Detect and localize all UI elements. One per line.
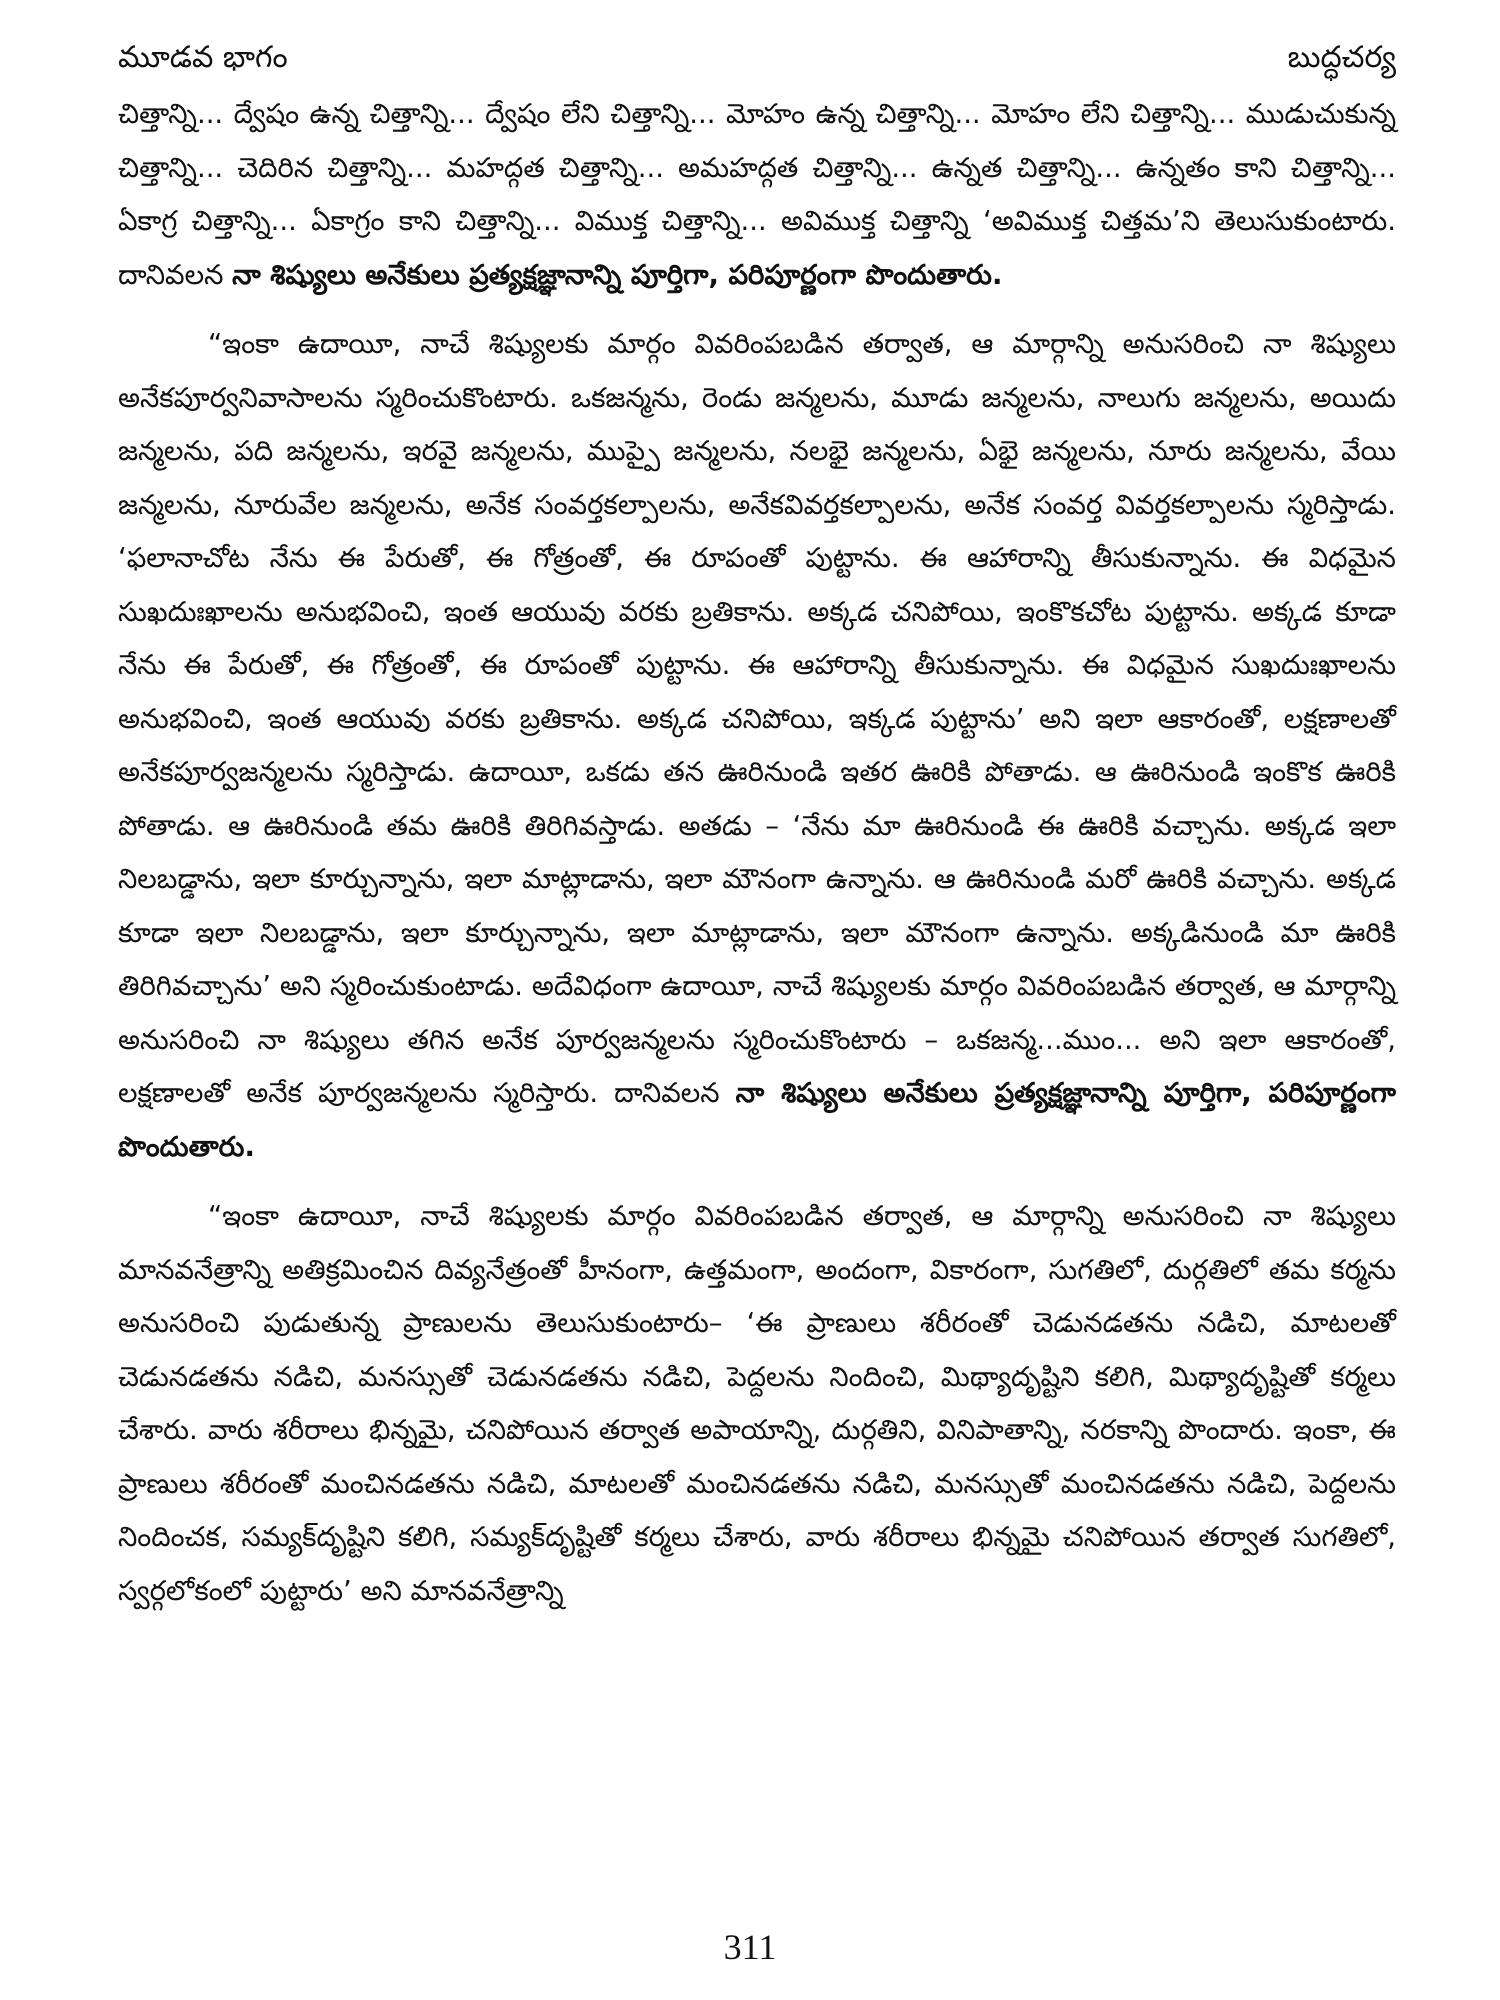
paragraph-1-text: చిత్తాన్ని... ద్వేషం ఉన్న చిత్తాన్ని... ద్వేషం లేని చిత్తాన్ని... మోహం ఉన్న చిత్తాన్ని... మోహం లేని చిత్తాన్ని... ముడుచుకున్న చిత్తాన్ని... చెదిరిన చిత్తాన్ని... మహద్గత చిత్తాన్ని... అమహద్గత చిత్తాన్ని... ఉన్నత చిత్తాన్ని... ఉన్నతం కాని చిత్తాన్ని... ఏకాగ్ర చిత్తాన్ని... ఏకాగ్రం కాని చిత్తాన్ని... విముక్త చిత్తాన్ని... అవిముక్త చిత్తాన్ని ‘అవిముక్త చిత్తమ’ని తెలుసుకుంటారు. దానివలన xyxy=(118,98,1396,291)
page-number: 311 xyxy=(723,1927,777,1967)
running-header xyxy=(118,34,1396,82)
paragraph-2-text: “ఇంకా ఉదాయీ, నాచే శిష్యులకు మార్గం వివరింపబడిన తర్వాత, ఆ మార్గాన్ని అనుసరించి నా శిష్యులు అనేకపూర్వనివాసాలను స్మరించుకొంటారు. ఒకజన్మను, రెండు జన్మలను, మూడు జన్మలను, నాలుగు జన్మలను, అయిదు జన్మలను, పది జన్మలను, ఇరవై జన్మలను, ముప్పై జన్మలను, నలభై జన్మలను, ఏభై జన్మలను, నూరు జన్మలను, వేయి జన్మలను, నూరువేల జన్మలను, అనేక సంవర్తకల్పాలను, అనేకవివర్తకల్పాలను, అనేక సంవర్త వివర్తకల్పాలను స్మరిస్తాడు. ‘ఫలానాచోట నేను ఈ పేరుతో, ఈ గోత్రంతో, ఈ రూపంతో పుట్టాను. ఈ ఆహారాన్ని తీసుకున్నాను. ఈ విధమైన సుఖదుఃఖాలను అనుభవించి, ఇంత ఆయువు వరకు బ్రతికాను. అక్కడ చనిపోయి, ఇంకొకచోట పుట్టాను. అక్కడ కూడా నేను ఈ పేరుతో, ఈ గోత్రంతో, ఈ రూపంతో పుట్టాను. ఈ ఆహారాన్ని తీసుకున్నాను. ఈ విధమైన సుఖదుఃఖాలను అనుభవించి, ఇంత ఆయువు వరకు బ్రతికాను. అక్కడ చనిపోయి, ఇక్కడ పుట్టాను’ అని ఇలా ఆకారంతో, లక్షణాలతో అనేకపూర్వజన్మలను స్మరిస్తాడు. ఉదాయీ, ఒకడు తన ఊరినుండి ఇతర ఊరికి పోతాడు. ఆ ఊరినుండి ఇంకొక ఊరికి పోతాడు. ఆ ఊరినుండి తమ ఊరికి తిరిగివస్తాడు. అతడు – ‘నేను మా ఊరినుండి ఈ ఊరికి వచ్చాను. అక్కడ ఇలా నిలబడ్డాను, ఇలా కూర్చున్నాను, ఇలా మాట్లాడాను, ఇలా మౌనంగా ఉన్నాను. ఆ ఊరినుండి మరో ఊరికి వచ్చాను. అక్కడ కూడా ఇలా నిలబడ్డాను, ఇలా కూర్చున్నాను, ఇలా మాట్లాడాను, ఇలా మౌనంగా ఉన్నాను. అక్కడినుండి మా ఊరికి తిరిగివచ్చాను’ అని స్మరించుకుంటాడు. అదేవిధంగా ఉదాయీ, నాచే శిష్యులకు మార్గం వివరింపబడిన తర్వాత, ఆ మార్గాన్ని అనుసరించి నా శిష్యులు తగిన అనేక పూర్వజన్మలను స్మరించుకొంటారు – ఒకజన్మ...ముం... అని ఇలా ఆకారంతో, లక్షణాలతో అనేక పూర్వజన్మలను స్మరిస్తారు. దానివలన xyxy=(118,328,1396,1109)
header-part-title: మూడవ భాగం xyxy=(118,40,288,75)
paragraph-3-text: “ఇంకా ఉదాయీ, నాచే శిష్యులకు మార్గం వివరింపబడిన తర్వాత, ఆ మార్గాన్ని అనుసరించి నా శిష్యులు మానవనేత్రాన్ని అతిక్రమించిన దివ్యనేత్రంతో హీనంగా, ఉత్తమంగా, అందంగా, వికారంగా, సుగతిలో, దుర్గతిలో తమ కర్మను అనుసరించి పుడుతున్న ప్రాణులను తెలుసుకుంటారు– ‘ఈ ప్రాణులు శరీరంతో చెడునడతను నడిచి, మాటలతో చెడునడతను నడిచి, మనస్సుతో చెడునడతను నడిచి, పెద్దలను నిందించి, మిథ్యాదృష్టిని కలిగి, మిథ్యాదృష్టితో కర్మలు చేశారు. వారు శరీరాలు భిన్నమై, చనిపోయిన తర్వాత అపాయాన్ని, దుర్గతిని, వినిపాతాన్ని, నరకాన్ని పొందారు. ఇంకా, ఈ ప్రాణులు శరీరంతో మంచినడతను నడిచి, మాటలతో మంచినడతను నడిచి, మనస్సుతో మంచినడతను నడిచి, పెద్దలను నిందించక, సమ్యక్‌దృష్టిని కలిగి, సమ్యక్‌దృష్టితో కర్మలు చేశారు, వారు శరీరాలు భిన్నమై చనిపోయిన తర్వాత సుగతిలో, స్వర్గలోకంలో పుట్టారు’ అని మానవనేత్రాన్ని xyxy=(118,1200,1396,1607)
paragraph-1-bold-text: నా శిష్యులు అనేకులు ప్రత్యక్షజ్ఞానాన్ని పూర్తిగా, పరిపూర్ణంగా పొందుతారు. xyxy=(232,258,1003,291)
paragraph-2-bold-text: నా శిష్యులు అనేకులు ప్రత్యక్షజ్ఞానాన్ని పూర్తిగా, పరిపూర్ణంగా పొందుతారు. xyxy=(118,1077,1396,1163)
body-text xyxy=(118,88,1396,1618)
paragraph-1 xyxy=(118,88,1396,302)
header-book-title: బుద్ధచర్య xyxy=(1287,40,1396,75)
paragraph-3 xyxy=(118,1190,1396,1618)
paragraph-2 xyxy=(118,318,1396,1174)
